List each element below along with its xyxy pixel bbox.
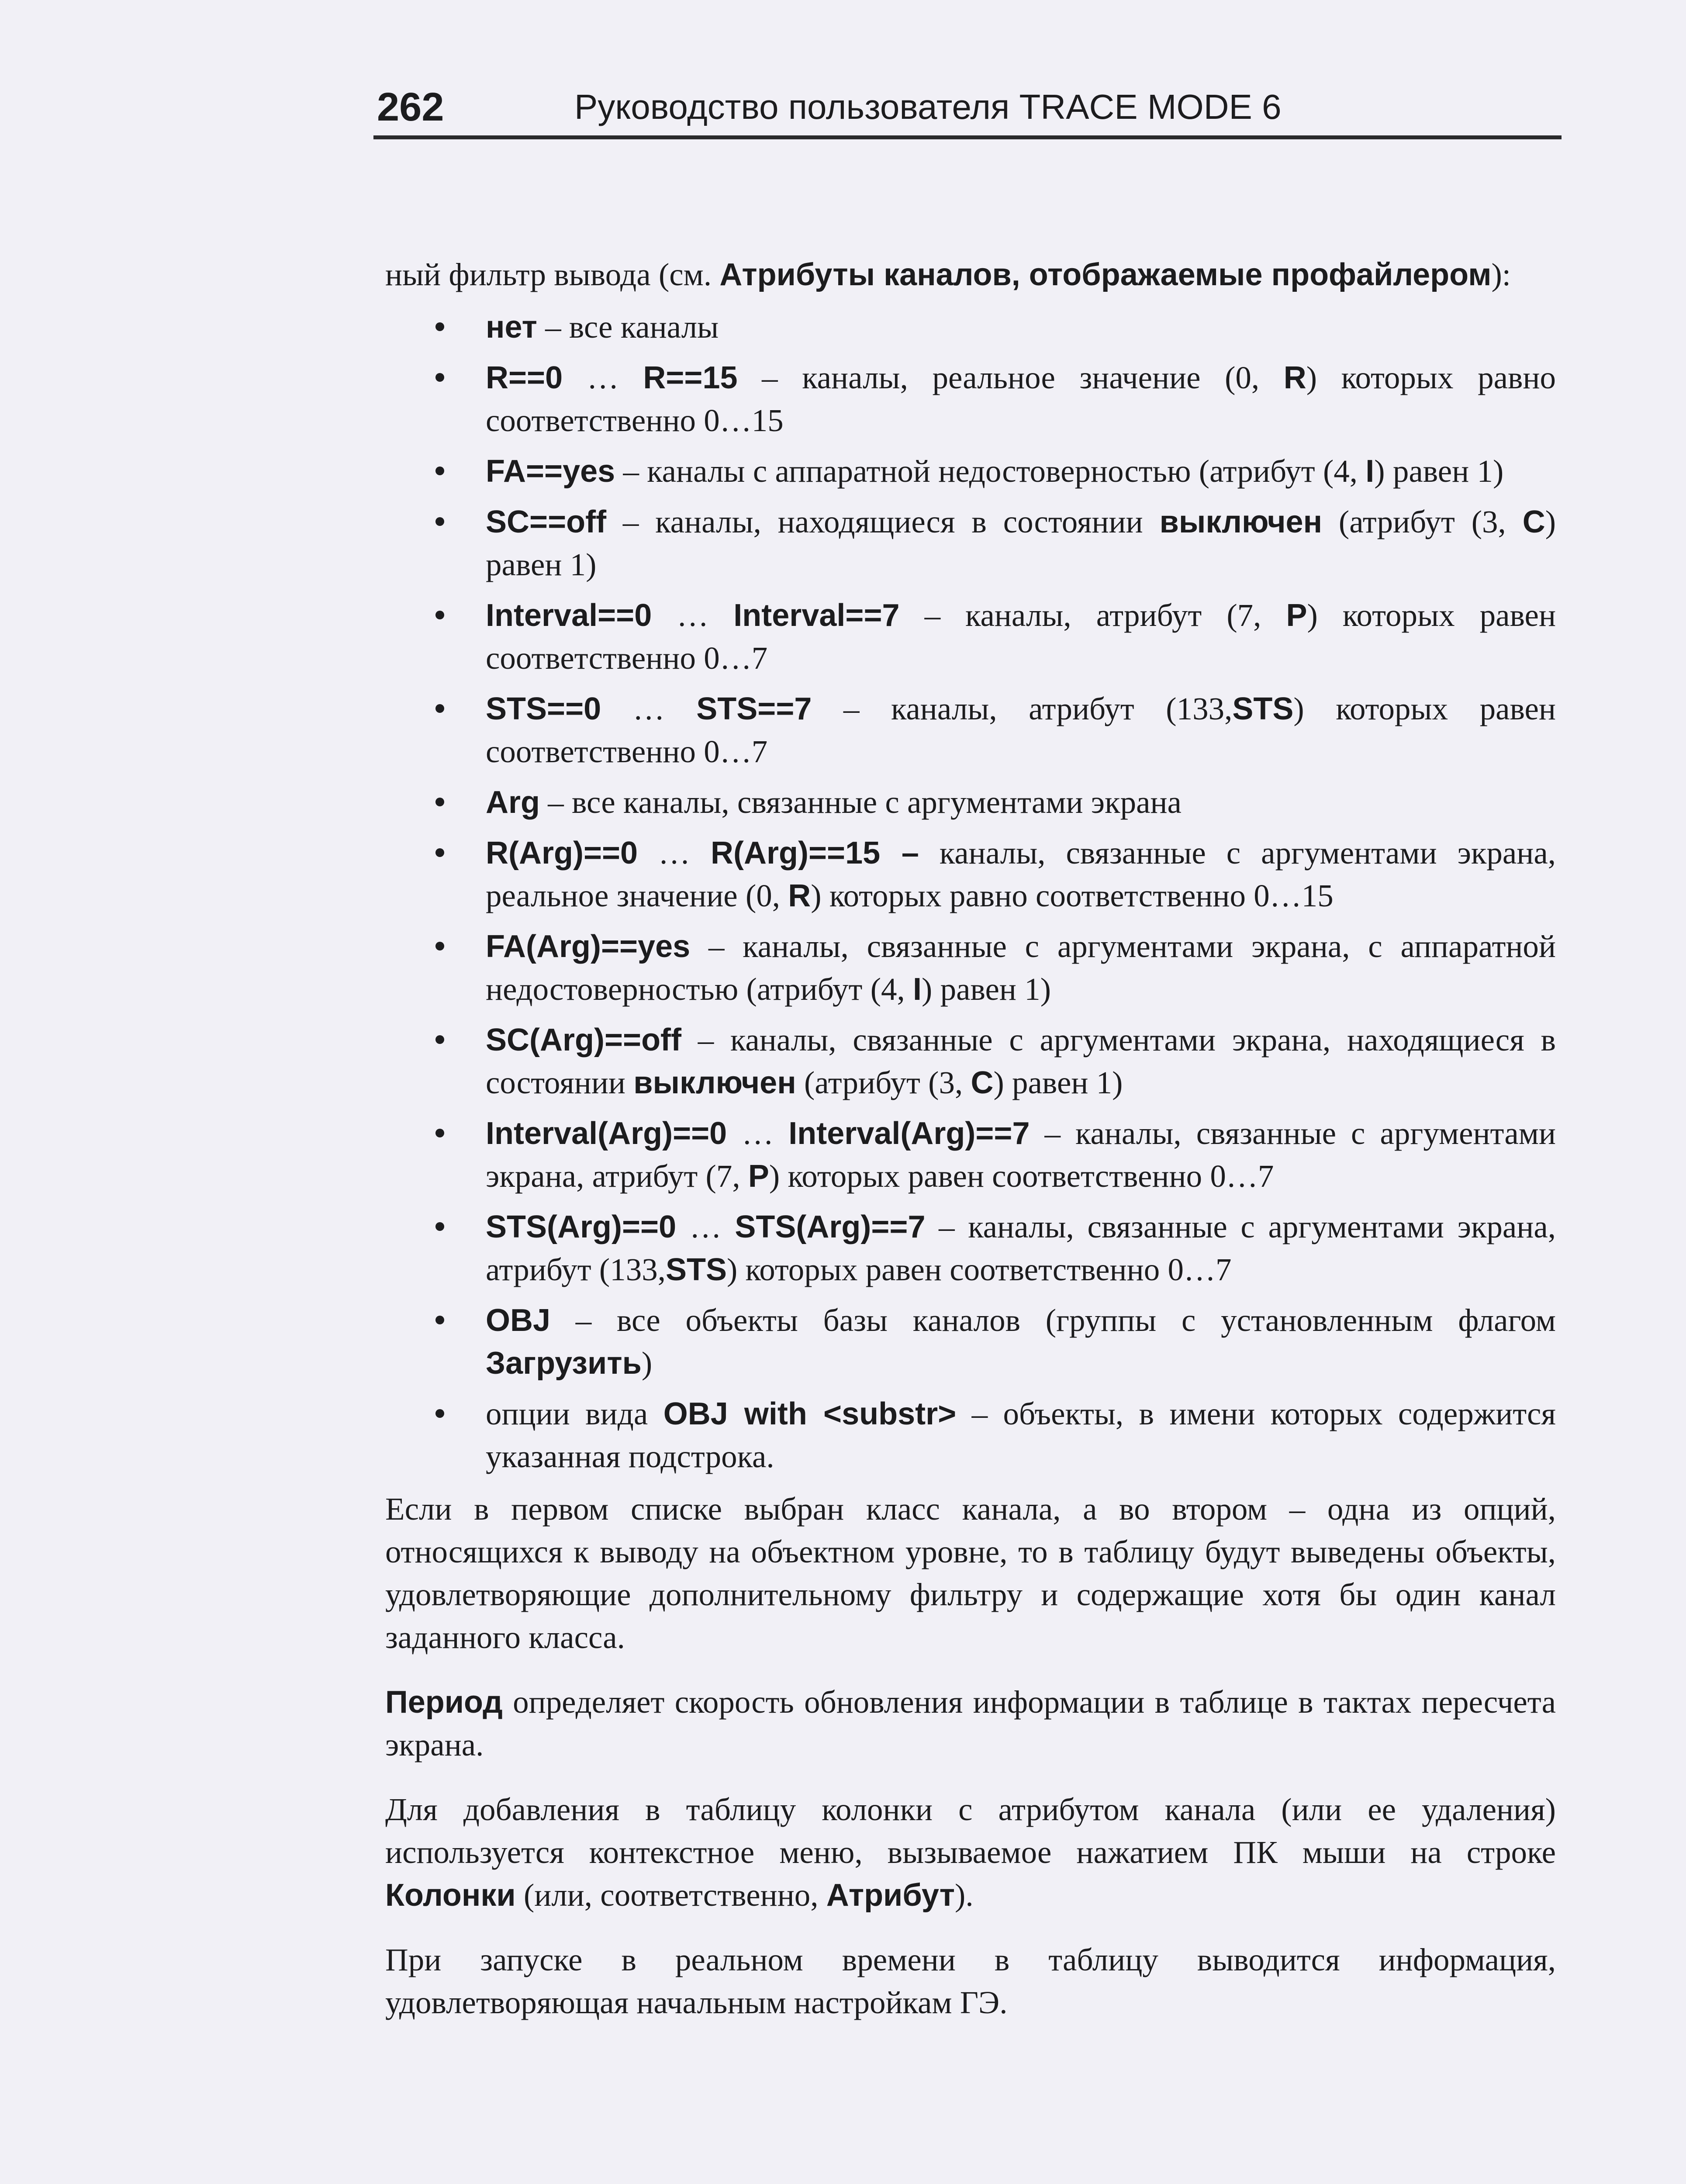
option-text: … [652, 598, 734, 633]
option-description: ) равен 1) [993, 1065, 1123, 1100]
option-term: STS(Arg)==0 [486, 1209, 677, 1244]
list-item [486, 1299, 1556, 1385]
running-title: Руководство пользователя TRACE MODE 6 [574, 87, 1282, 126]
attribute-code: STS [665, 1252, 727, 1287]
paragraph-period [385, 1681, 1556, 1766]
intro-text: ный фильтр вывода (см. [385, 257, 720, 292]
option-description: – объекты, в имени которых содержится указанная подстрока. [486, 1396, 1556, 1474]
option-term: FA==yes [486, 454, 615, 489]
option-description: – все объекты базы каналов (группы с установленным флагом [550, 1303, 1556, 1338]
bullet-icon [435, 1035, 444, 1044]
bullet-icon [435, 1129, 444, 1137]
list-item [486, 1206, 1556, 1291]
paragraph-text: ). [955, 1877, 974, 1913]
option-text: … [727, 1116, 789, 1151]
option-term: STS==7 [696, 691, 812, 726]
option-term: Interval(Arg)==0 [486, 1116, 727, 1151]
columns-term: Колонки [385, 1878, 516, 1913]
attribute-code: P [748, 1159, 769, 1194]
page-content [385, 253, 1556, 2024]
option-term: Arg [486, 785, 540, 820]
attribute-term: Атрибут [826, 1878, 955, 1913]
list-item [486, 356, 1556, 442]
option-term: R(Arg)==15 – [711, 836, 919, 871]
attribute-code: P [1286, 598, 1307, 633]
list-item [486, 832, 1556, 917]
option-term: Interval==7 [733, 598, 900, 633]
option-description: – каналы, связанные с аргументами экрана, атрибут (133, [486, 1209, 1556, 1287]
bullet-icon [435, 373, 444, 382]
state-term: выключен [1159, 505, 1323, 539]
list-item [486, 1393, 1556, 1478]
bullet-icon [435, 1222, 444, 1231]
option-description: – все каналы, связанные с аргументами экрана [540, 784, 1182, 820]
option-description: ) которых равно соответственно 0…15 [486, 360, 1556, 438]
list-item [486, 306, 1556, 349]
page-header [373, 79, 1562, 139]
list-item [486, 501, 1556, 586]
attribute-code: STS [1232, 691, 1294, 726]
list-item [486, 450, 1556, 493]
option-description: каналы, связанные с аргументами экрана, реальное значение (0, [486, 835, 1556, 913]
bullet-icon [435, 322, 444, 331]
intro-paragraph [385, 253, 1556, 296]
option-description: ) которых равен соответственно 0…7 [726, 1252, 1232, 1287]
list-item [486, 594, 1556, 680]
bullet-icon [435, 942, 444, 950]
flag-term: Загрузить [486, 1346, 642, 1381]
option-description: ) равен 1) [1374, 453, 1504, 489]
option-term: R==15 [643, 360, 738, 395]
bullet-icon [435, 798, 444, 806]
attribute-code: I [913, 972, 922, 1007]
bullet-icon [435, 1409, 444, 1418]
option-description: – каналы, находящиеся в состоянии [606, 504, 1160, 539]
bullet-icon [435, 1316, 444, 1324]
option-term: R==0 [486, 360, 563, 395]
option-description: – каналы, атрибут (7, [899, 598, 1286, 633]
option-term: SC==off [486, 505, 607, 539]
paragraph-text: Для добавления в таблицу колонки с атрибутом канала (или ее удаления) используется контекстное меню, вызываемое нажатием ПК мыши на строке [385, 1792, 1556, 1870]
option-text: … [638, 835, 711, 871]
option-description: ) которых равно соответственно 0…15 [811, 878, 1334, 913]
option-text: … [676, 1209, 735, 1244]
option-term: STS==0 [486, 691, 601, 726]
option-description: ) равен 1) [486, 504, 1556, 582]
intro-text-end: ): [1491, 257, 1511, 292]
attribute-code: R [788, 878, 811, 913]
option-term: нет [486, 310, 537, 345]
option-description: – каналы, связанные с аргументами экрана, находящиеся в состоянии [486, 1022, 1556, 1100]
list-item [486, 1112, 1556, 1198]
option-description: ) которых равен соответственно 0…7 [486, 691, 1556, 769]
bullet-icon [435, 848, 444, 857]
period-term: Период [385, 1685, 503, 1720]
option-term: Interval(Arg)==7 [788, 1116, 1030, 1151]
option-term: SC(Arg)==off [486, 1023, 681, 1057]
paragraph-text: (или, соответственно, [515, 1877, 826, 1913]
filter-options-list [385, 306, 1556, 1478]
option-term: OBJ with <substr> [663, 1396, 957, 1431]
option-term: Interval==0 [486, 598, 652, 633]
paragraph-runtime: При запуске в реальном времени в таблицу выводится информация, удовлетворяющая начальным настройкам ГЭ. [385, 1942, 1556, 2020]
option-text: опции вида [486, 1396, 663, 1431]
bullet-icon [435, 704, 444, 713]
option-description: (атрибут (3, [796, 1065, 971, 1100]
option-description: – каналы, связанные с аргументами экрана, с аппаратной недостоверностью (атрибут (4, [486, 929, 1556, 1007]
option-description: – каналы с аппаратной недостоверностью (атрибут (4, [615, 453, 1366, 489]
option-term: OBJ [486, 1303, 551, 1338]
option-description: – каналы, атрибут (133, [812, 691, 1233, 726]
list-item [486, 688, 1556, 773]
option-term: STS(Arg)==7 [735, 1209, 926, 1244]
list-item [486, 1019, 1556, 1104]
paragraph-columns [385, 1788, 1556, 1917]
option-description: ) которых равен соответственно 0…7 [486, 598, 1556, 676]
paragraph-text: определяет скорость обновления информации в таблице в тактах пересчета экрана. [385, 1684, 1556, 1762]
option-description: – каналы, реальное значение (0, [737, 360, 1284, 395]
intro-reference: Атрибуты каналов, отображаемые профайлером [719, 257, 1492, 292]
attribute-code: C [1522, 505, 1545, 539]
page-number: 262 [377, 85, 444, 129]
option-description: ) [641, 1345, 653, 1381]
option-description: ) равен 1) [922, 971, 1051, 1007]
option-term: FA(Arg)==yes [486, 929, 691, 964]
list-item [486, 781, 1556, 824]
state-term: выключен [633, 1065, 796, 1100]
option-description: – каналы, связанные с аргументами экрана, атрибут (7, [486, 1116, 1556, 1194]
attribute-code: R [1283, 360, 1306, 395]
bullet-icon [435, 517, 444, 526]
option-term: R(Arg)==0 [486, 836, 638, 871]
option-text: … [563, 360, 643, 395]
option-description: – все каналы [537, 309, 719, 345]
attribute-code: I [1365, 454, 1375, 489]
option-description: ) которых равен соответственно 0…7 [769, 1158, 1274, 1194]
bullet-icon [435, 611, 444, 619]
attribute-code: C [971, 1065, 994, 1100]
list-item [486, 925, 1556, 1011]
option-description: (атрибут (3, [1322, 504, 1523, 539]
paragraph-object-level: Если в первом списке выбран класс канала, а во втором – одна из опций, относящихся к выводу на объектном уровне, то в таблицу будут выведены объекты, удовлетворяющие дополнительному фильтру и содержащие хотя бы один канал заданного класса. [385, 1491, 1556, 1655]
bullet-icon [435, 467, 444, 475]
option-text: … [601, 691, 697, 726]
